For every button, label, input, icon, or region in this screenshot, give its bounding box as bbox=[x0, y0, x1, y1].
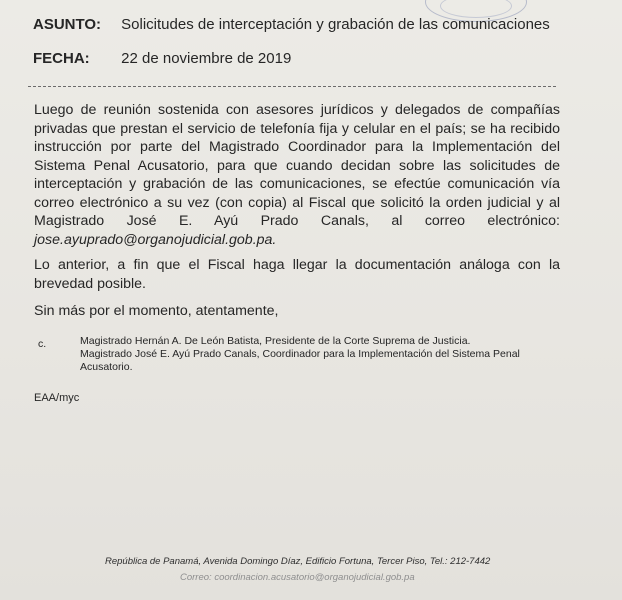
fecha-value: 22 de noviembre de 2019 bbox=[121, 50, 292, 67]
asunto-value: Solicitudes de interceptación y grabación de las comunicaciones bbox=[121, 16, 550, 33]
header-divider bbox=[28, 86, 556, 87]
body-paragraph-2: Lo anterior, a fin que el Fiscal haga llegar la documentación análoga con la brevedad posible. bbox=[34, 257, 560, 292]
body-email-link: jose.ayuprado@organojudicial.gob.pa. bbox=[34, 231, 277, 248]
cc-line-2: Magistrado José E. Ayú Prado Canals, Coordinador para la Implementación del Sistema Penal Acusatorio. bbox=[80, 348, 520, 373]
body-paragraph-1-text: Luego de reunión sostenida con asesores jurídicos y delegados de compañías privadas que prestan el servicio de telefonía fija y celular en el país; se ha recibido instrucción por parte del Magistrado Coordinador para la Implementación del Sistema Penal Acusatorio, para que cuando decidan sobre las solicitudes de interceptación y grabación de las comunicaciones, se efectúe comunicación vía correo electrónico a su vez (con copia) al Fiscal que solicitó la orden judicial y al Magistrado José E. Ayú Prado Canals, al correo electrónico: bbox=[34, 102, 560, 229]
asunto-row bbox=[33, 16, 550, 33]
typist-initials: EAA/myc bbox=[34, 392, 80, 404]
cc-line-1: Magistrado Hernán A. De León Batista, Presidente de la Corte Suprema de Justicia. bbox=[80, 335, 471, 347]
closing-line: Sin más por el momento, atentamente, bbox=[34, 303, 279, 319]
fecha-label: FECHA: bbox=[33, 50, 90, 67]
fecha-row bbox=[33, 50, 291, 67]
cc-prefix: c. bbox=[38, 338, 47, 350]
footer-address: República de Panamá, Avenida Domingo Díaz, Edificio Fortuna, Tercer Piso, Tel.: 212-7442 bbox=[105, 556, 491, 567]
asunto-label: ASUNTO: bbox=[33, 16, 102, 33]
body-paragraph-1 bbox=[34, 101, 560, 249]
cc-list bbox=[80, 335, 570, 374]
footer-email: Correo: coordinacion.acusatorio@organojudicial.gob.pa bbox=[180, 572, 415, 583]
